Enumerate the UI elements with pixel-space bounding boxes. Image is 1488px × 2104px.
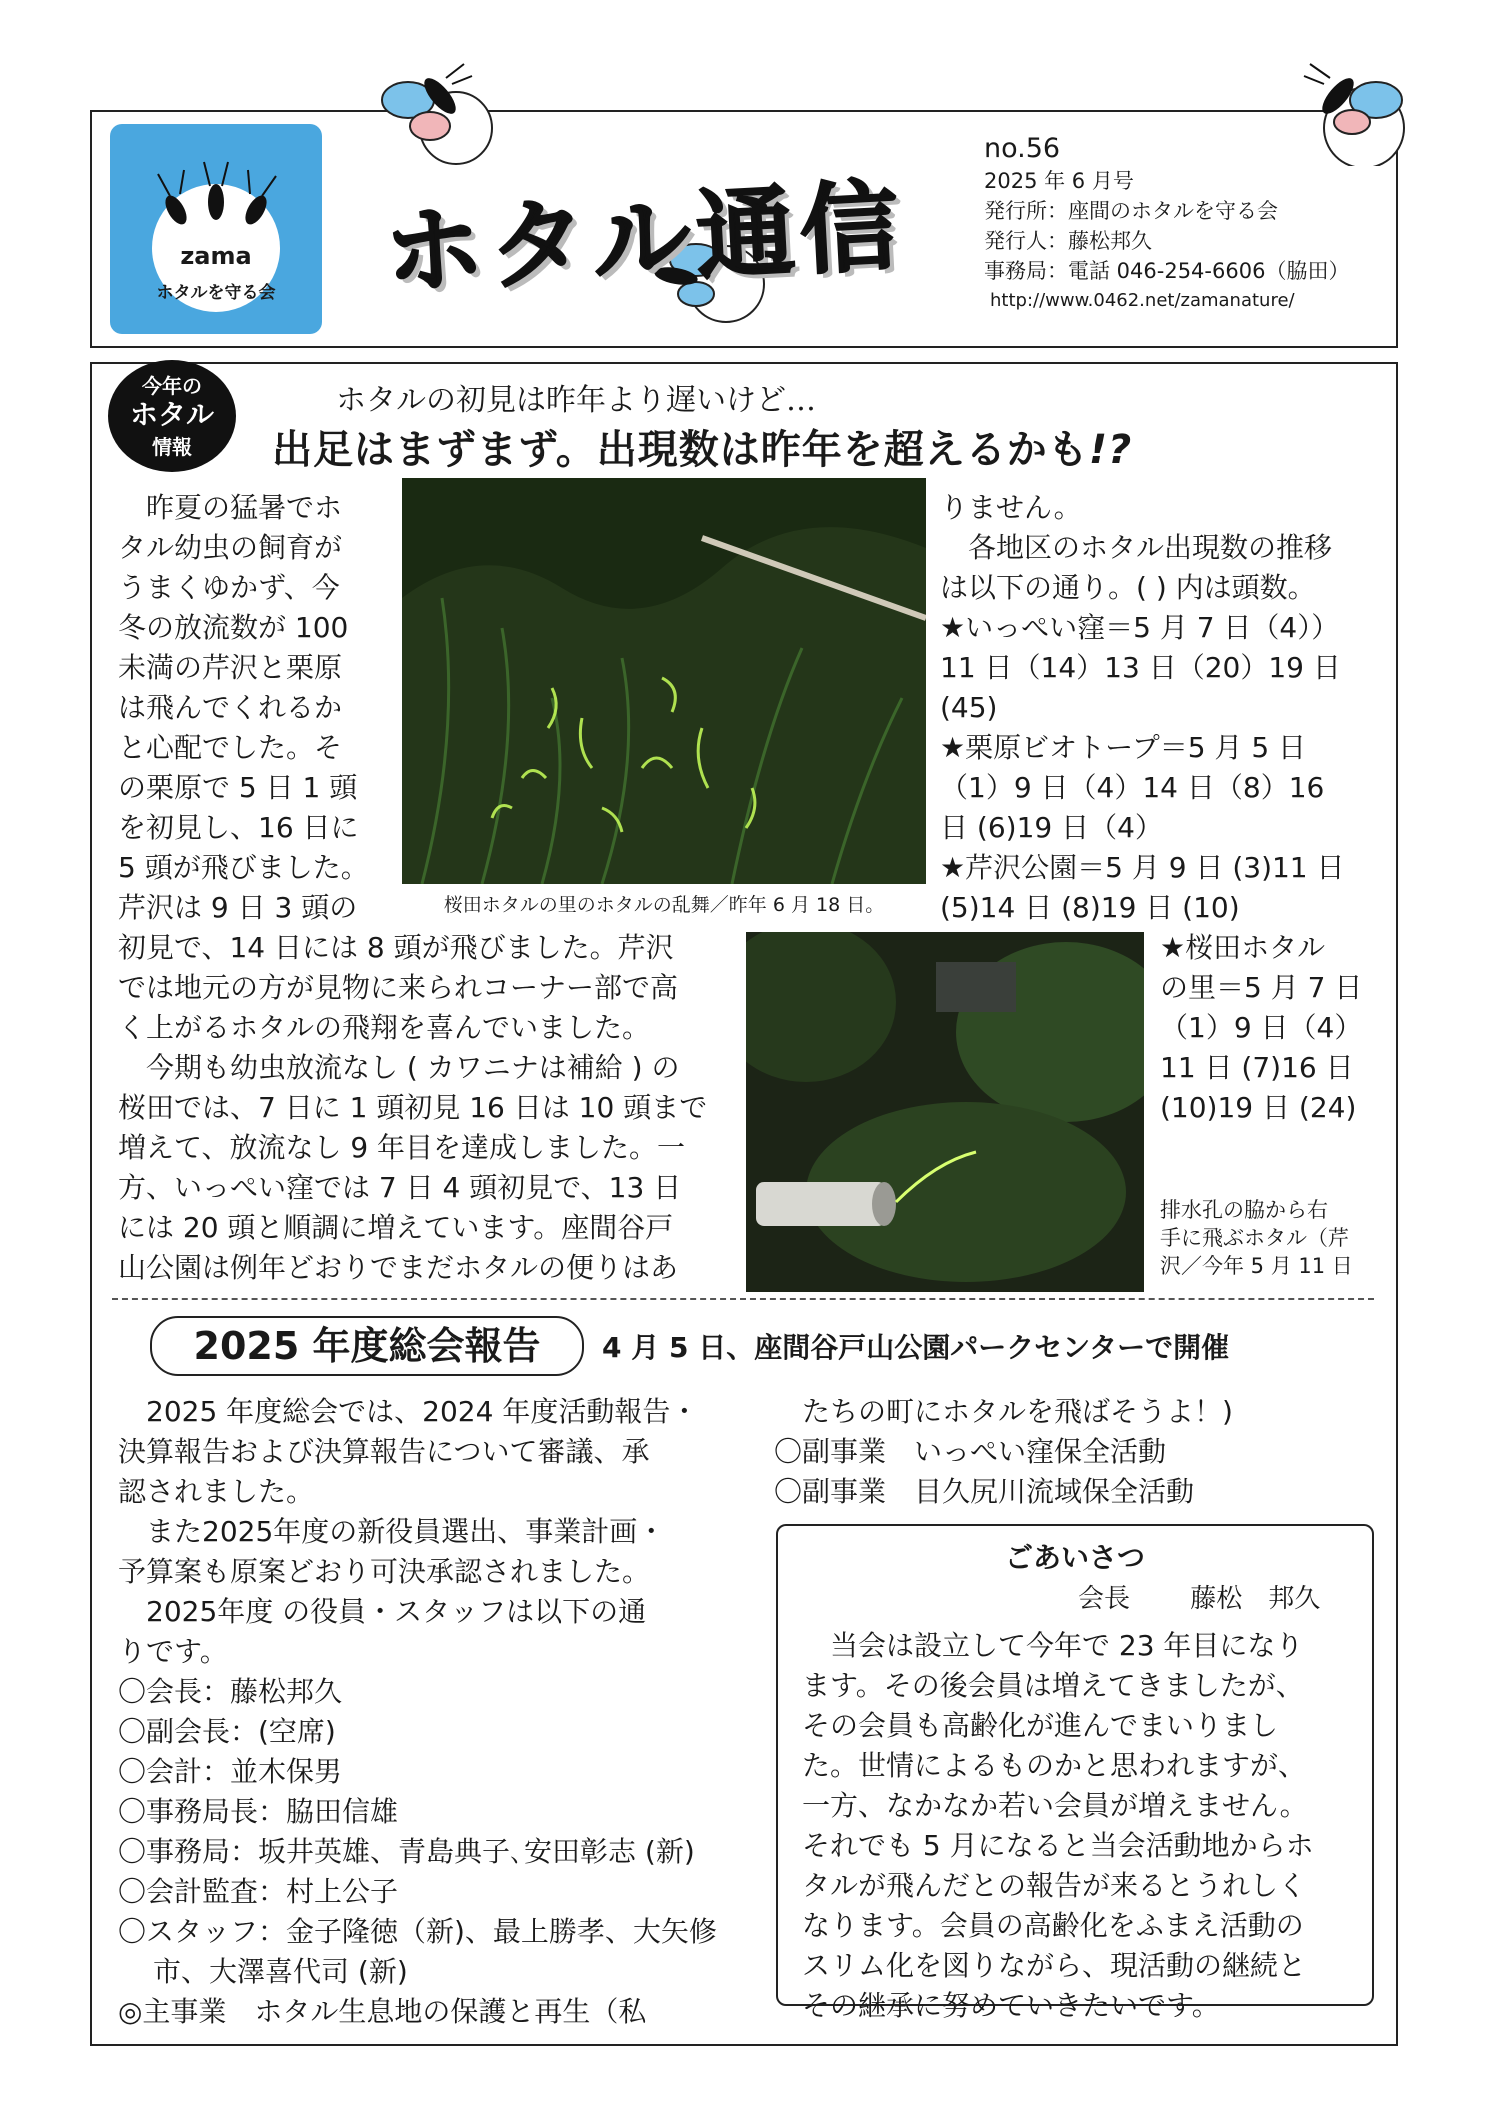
badge-line1: 今年の	[142, 374, 202, 398]
issue-date: 2025 年 6 月号	[984, 169, 1134, 193]
text-line: なります。会員の高齢化をふまえ活動の	[802, 1909, 1304, 1942]
officer-item: 〇副会長：(空席)	[118, 1715, 336, 1748]
text-line: 今期も幼虫放流なし ( カワニナは補給 ) の	[146, 1051, 680, 1084]
firefly-icon	[360, 56, 500, 166]
sub-project: 〇副事業 いっぺい窪保全活動	[774, 1435, 1167, 1468]
text-line: うまくゆかず、今	[118, 571, 340, 604]
office-contact: 事務局：電話 046-254-6606（脇田）	[984, 259, 1350, 283]
text-line: 初見で、14 日には 8 頭が飛びました。芹沢	[118, 931, 674, 964]
text-line: （1）9 日（4）	[1160, 1011, 1363, 1044]
meeting-right-column	[774, 1392, 1374, 1512]
text-line: ★芹沢公園＝5 月 9 日 (3)11 日	[940, 851, 1345, 884]
text-line: 11 日 (7)16 日	[1160, 1051, 1354, 1084]
text-line: の里＝5 月 7 日	[1160, 971, 1363, 1004]
meeting-title-box	[150, 1316, 584, 1376]
publisher: 発行所：座間のホタルを守る会	[984, 199, 1278, 223]
text-line: は飛んでくれるか	[118, 691, 343, 724]
text-line: ★いっぺい窪＝5 月 7 日（4））	[940, 611, 1340, 644]
text-line: の栗原で 5 日 1 頭	[118, 771, 358, 804]
text-line: タル幼虫の飼育が	[118, 531, 343, 564]
caption-line: 手に飛ぶホタル（芹	[1160, 1226, 1349, 1250]
text-line: 決算報告および決算報告について審議、承	[118, 1435, 650, 1468]
text-line: 各地区のホタル出現数の推移	[968, 531, 1333, 564]
photo-drain-firefly	[746, 932, 1144, 1292]
text-line: その継承に努めていきたいです。	[802, 1989, 1220, 2022]
logo-subtext: ホタルを守る会	[156, 283, 276, 303]
text-line: 芹沢は 9 日 3 頭の	[118, 891, 358, 924]
text-line: (5)14 日 (8)19 日 (10)	[940, 891, 1240, 924]
text-line: その会員も高齢化が進んでまいりまし	[802, 1709, 1279, 1742]
caption-line: 排水孔の脇から右	[1160, 1198, 1328, 1222]
text-line: 11 日（14）13 日（20）19 日	[940, 651, 1341, 684]
text-line: 未満の芹沢と栗原	[118, 651, 343, 684]
text-line: は以下の通り。( ) 内は頭数。	[940, 571, 1316, 604]
greeting-author	[1078, 1578, 1320, 1615]
issue-number: no.56	[984, 133, 1061, 164]
text-line: スリム化を図りながら、現活動の継続と	[802, 1949, 1307, 1982]
officer-item: 〇事務局長：脇田信雄	[118, 1795, 399, 1828]
officer-item: 〇事務局：坂井英雄、青島典子､安田彰志 (新)	[118, 1835, 695, 1868]
text-line: 一方、なかなか若い会員が増えません。	[802, 1789, 1308, 1822]
text-line: りです。	[118, 1635, 228, 1668]
text-line: ★桜田ホタル	[1160, 931, 1326, 964]
text-line: た。世情によるものかと思われますが、	[802, 1749, 1307, 1782]
greeting-title: ごあいさつ	[1004, 1541, 1145, 1574]
author-name: 藤松 邦久	[1190, 1584, 1321, 1614]
meeting-left-column	[118, 1392, 728, 2032]
caption-line: 沢／今年 5 月 11 日	[1160, 1254, 1353, 1278]
editor: 発行人：藤松邦久	[984, 229, 1152, 253]
sub-project: 〇副事業 目久尻川流域保全活動	[774, 1475, 1195, 1508]
greeting-body	[802, 1626, 1352, 2026]
text-line: には 20 頭と順調に増えています。座間谷戸	[118, 1211, 674, 1244]
text-line: タルが飛んだとの報告が来るとうれしく	[802, 1869, 1307, 1902]
logo-text: zama	[180, 242, 252, 270]
text-line: 冬の放流数が 100	[118, 611, 349, 644]
text-line: では地元の方が見物に来られコーナー部で高	[118, 971, 679, 1004]
officer-item: 〇会長：藤松邦久	[118, 1675, 343, 1708]
text-line: （1）9 日（4）14 日（8）16	[940, 771, 1325, 804]
headline-text: 出足はまずまず。出現数は昨年を超えるかも	[272, 427, 1089, 473]
text-line: 5 頭が飛びました。	[118, 851, 369, 884]
report-narrow-column	[118, 488, 396, 928]
report-wide-text	[118, 928, 728, 1288]
text-line: 2025 年度総会では、2024 年度活動報告・	[146, 1395, 699, 1428]
main-project-continued: たちの町にホタルを飛ばそうよ！)	[802, 1395, 1233, 1428]
text-line: それでも 5 月になると当会活動地からホ	[802, 1829, 1314, 1862]
firefly-swarm-image	[402, 478, 926, 884]
text-line: ます。その後会員は増えてきましたが、	[802, 1669, 1304, 1702]
text-line: く上がるホタルの飛翔を喜んでいました。	[118, 1011, 651, 1044]
report-right-column	[940, 488, 1370, 928]
greeting-box	[776, 1524, 1374, 2022]
text-line: (10)19 日 (24)	[1160, 1091, 1357, 1124]
officer-item: 〇スタッフ：金子隆徳（新)、最上勝孝、大矢修市、大澤喜代司 (新)	[118, 1915, 717, 1988]
officer-item: 〇会計監査：村上公子	[118, 1875, 399, 1908]
club-logo	[110, 124, 322, 334]
author-role: 会長	[1078, 1584, 1131, 1614]
website-link[interactable]: http://www.0462.net/zamanature/	[990, 290, 1295, 311]
report-headline	[272, 418, 1132, 475]
section-divider	[112, 1298, 1374, 1300]
badge-line3: 情報	[152, 435, 192, 459]
text-line: 予算案も原案どおり可決承認されました。	[118, 1555, 651, 1588]
photo2-caption	[1160, 1196, 1372, 1280]
text-line: と心配でした。そ	[118, 731, 343, 764]
headline-mark: !?	[1088, 427, 1133, 473]
text-line: 日 (6)19 日（4）	[940, 811, 1163, 844]
text-line: を初見し、16 日に	[118, 811, 359, 844]
officer-item: 〇会計：並木保男	[118, 1755, 343, 1788]
text-line: 当会は設立して今年で 23 年目になり	[830, 1629, 1304, 1662]
sakurada-counts	[1160, 928, 1372, 1128]
photo1-caption: 桜田ホタルの里のホタルの乱舞／昨年 6 月 18 日。	[443, 894, 885, 916]
text-line: 山公園は例年どおりでまだホタルの便りはあ	[118, 1251, 679, 1284]
meeting-title: 2025 年度総会報告	[193, 1324, 541, 1368]
badge-line2: ホタル	[129, 398, 214, 431]
text-line: 認されました。	[118, 1475, 315, 1508]
text-line: また2025年度の新役員選出、事業計画・	[146, 1515, 666, 1548]
text-line: ★栗原ビオトープ＝5 月 5 日	[940, 731, 1307, 764]
report-subtitle: ホタルの初見は昨年より遅いけど…	[336, 383, 816, 418]
photo-firefly-swarm	[402, 478, 926, 884]
text-line: 昨夏の猛暑でホ	[146, 491, 343, 524]
text-line: 桜田では、7 日に 1 頭初見 16 日は 10 頭まで	[118, 1091, 708, 1124]
firefly-info-badge	[108, 360, 236, 472]
main-project: ◎主事業 ホタル生息地の保護と再生（私	[118, 1995, 647, 2028]
text-line: 2025年度 の役員・スタッフは以下の通	[146, 1595, 647, 1628]
text-line: 方、いっぺい窪では 7 日 4 頭初見で、13 日	[118, 1171, 682, 1204]
text-line: りません。	[940, 491, 1082, 524]
text-line: (45)	[940, 691, 998, 724]
drain-firefly-image	[746, 932, 1144, 1292]
meeting-subtitle: 4 月 5 日、座間谷戸山公園パークセンターで開催	[602, 1331, 1230, 1364]
newsletter-title: ホタル通信	[381, 169, 908, 311]
text-line: 増えて、放流なし 9 年目を達成しました。一	[118, 1131, 686, 1164]
